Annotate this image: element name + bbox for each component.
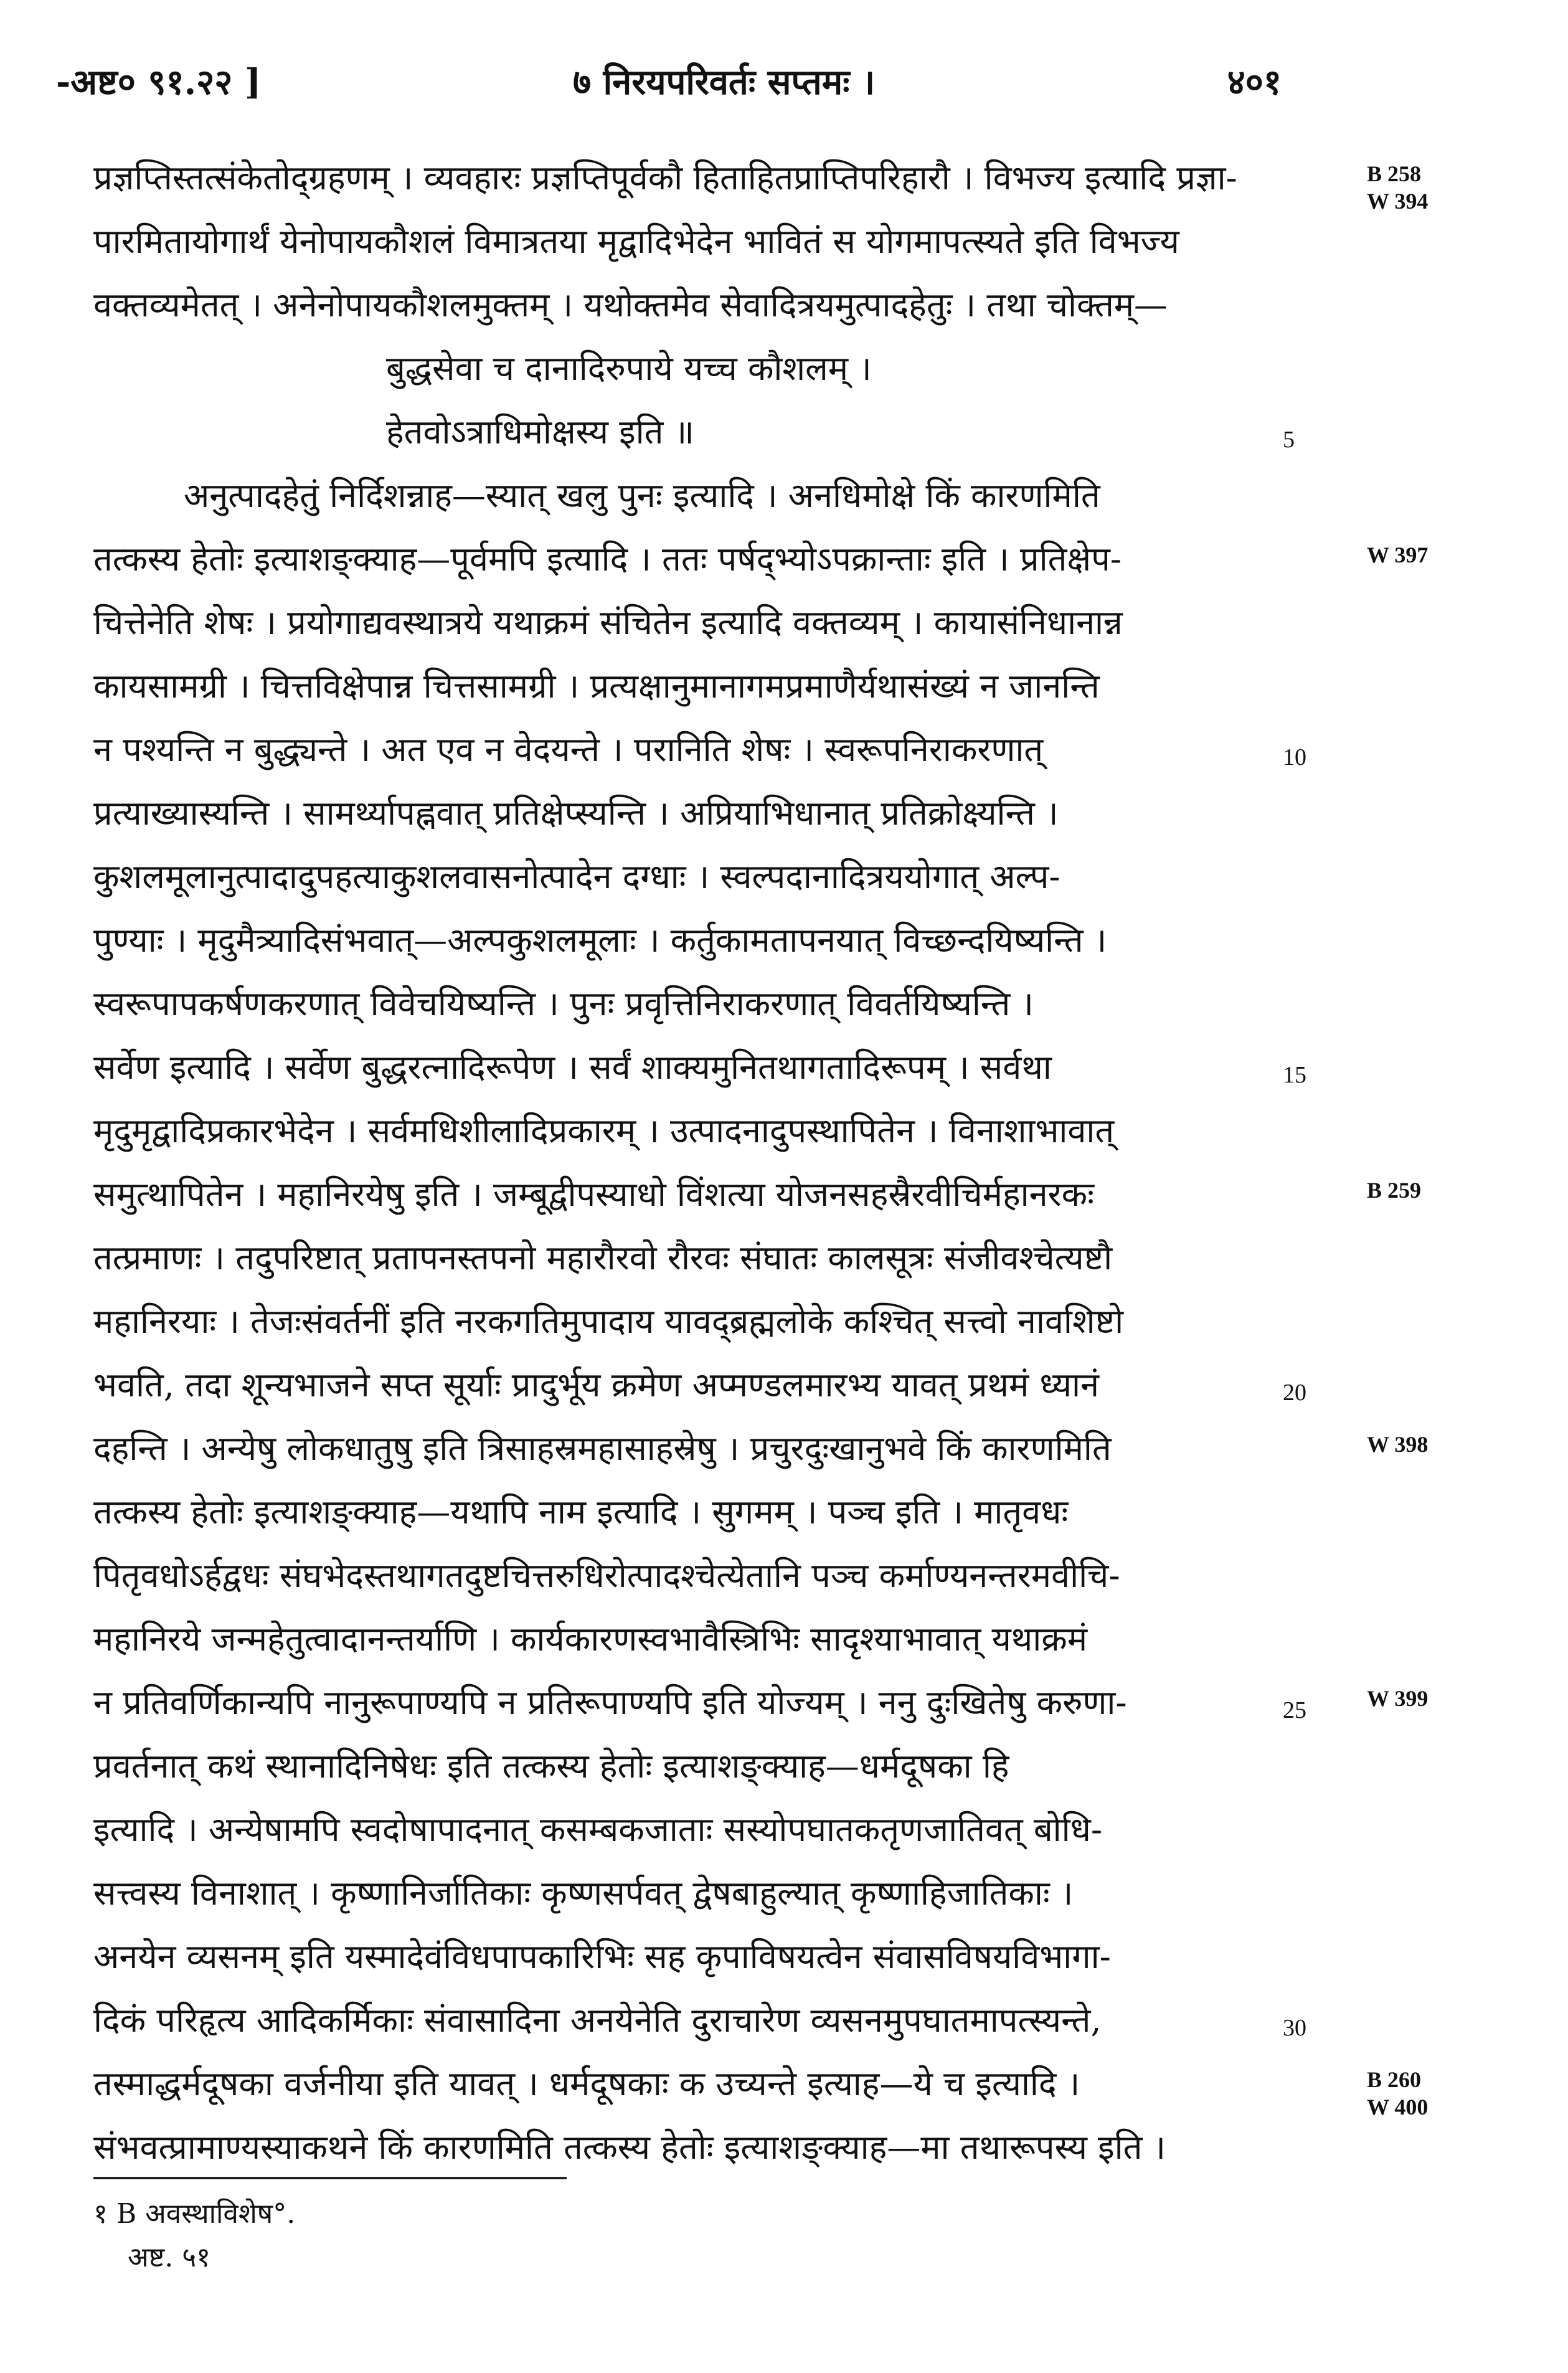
commentary-body: [93, 146, 1339, 2179]
margin-reference: [1367, 1177, 1491, 1204]
text-line: [93, 1163, 1339, 1226]
text-line: [93, 1989, 1339, 2052]
text-line: [93, 400, 1339, 464]
text-line: [93, 782, 1339, 845]
line-text: दहन्ति । अन्येषु लोकधातुषु इति त्रिसाहस्रमहासाहस्रेषु । प्रचुरदुःखानुभवे किं कारणमिति: [93, 1429, 1112, 1468]
page-signature: अष्ट. ५१: [128, 2242, 211, 2273]
text-line: [93, 1671, 1339, 1735]
text-line: [93, 528, 1339, 591]
line-text: प्रज्ञप्तिस्तत्संकेतोद्ग्रहणम् । व्यवहारः प्रज्ञप्तिपूर्वकौ हिताहितप्राप्तिपरिहारौ । विभज्य इत्यादि प्रज्ञा-: [93, 158, 1237, 197]
text-line: [93, 718, 1339, 782]
header-chapter-title: ७ निरयपरिवर्तः सप्तमः ।: [573, 62, 876, 103]
margin-reference: [1367, 160, 1491, 215]
line-text: हेतवोऽत्राधिमोक्षस्य इति ॥: [386, 412, 694, 452]
line-text: इत्यादि । अन्येषामपि स्वदोषापादनात् कसम्बकजाताः सस्योपघातकतृणजातिवत् बोधि-: [93, 1810, 1103, 1849]
line-number: 30: [1283, 2015, 1306, 2041]
line-text: वक्तव्यमेतत् । अनेनोपायकौशलमुक्तम् । यथोक्तमेव सेवादित्रयमुत्पादहेतुः । तथा चोक्तम्—: [93, 285, 1168, 324]
line-text: अनयेन व्यसनम् इति यस्मादेवंविधपापकारिभिः सह कृपाविषयत्वेन संवासविषयविभागा-: [93, 1937, 1111, 1976]
text-line: [93, 909, 1339, 972]
line-text: कुशलमूलानुत्पादादुपहत्याकुशलवासनोत्पादेन दग्धाः । स्वल्पदानादित्रययोगात् अल्प-: [93, 857, 1060, 896]
line-text: स्वरूपापकर्षणकरणात् विवेचयिष्यन्ति । पुनः प्रवृत्तिनिराकरणात् विवर्तयिष्यन्ति ।: [93, 984, 1034, 1023]
line-text: अनुत्पादहेतुं निर्दिशन्नाह—स्यात् खलु पुनः इत्यादि । अनधिमोक्षे किं कारणमिति: [184, 476, 1100, 515]
margin-reference-label: B 260: [1367, 2067, 1422, 2092]
text-line: [93, 972, 1339, 1036]
text-line: [93, 1417, 1339, 1480]
line-text: सर्वेण इत्यादि । सर्वेण बुद्धरत्नादिरूपेण । सर्वं शाक्यमुनितथागतादिरूपम् । सर्वथा: [93, 1048, 1052, 1087]
margin-reference: [1367, 541, 1491, 569]
header-verse-ref: -अष्ट० ९१.२२ ]: [56, 62, 262, 103]
line-text: न प्रतिवर्णिकान्यपि नानुरूपाण्यपि न प्रतिरूपाण्यपि इति योज्यम् । ननु दुःखितेषु करुणा-: [93, 1683, 1127, 1722]
text-line: [93, 1099, 1339, 1163]
line-text: पारमितायोगार्थं येनोपायकौशलं विमात्रतया मृद्वादिभेदेन भावितं स योगमापत्स्यते इति विभज्य: [93, 222, 1179, 261]
line-text: तत्कस्य हेतोः इत्याशङ्क्याह—यथापि नाम इत्यादि । सुगमम् । पञ्च इति । मातृवधः: [93, 1492, 1069, 1532]
text-line: [93, 273, 1339, 337]
line-number: 15: [1283, 1062, 1306, 1088]
margin-reference-label: W 400: [1367, 2095, 1429, 2120]
line-text: प्रवर्तनात् कथं स्थानादिनिषेधः इति तत्कस्य हेतोः इत्याशङ्क्याह—धर्मदूषका हि: [93, 1746, 1009, 1786]
text-line: [93, 2116, 1339, 2179]
text-line: [93, 337, 1339, 400]
line-number: 10: [1283, 744, 1306, 770]
text-line: [93, 1544, 1339, 1608]
margin-reference: [1367, 1685, 1491, 1712]
line-text: कायसामग्री । चित्तविक्षेपान्न चित्तसामग्री । प्रत्यक्षानुमानागमप्रमाणैर्यथासंख्यं न जानन्ति: [93, 666, 1100, 706]
margin-reference-label: W 397: [1367, 542, 1429, 567]
line-text: प्रत्याख्यास्यन्ति । सामर्थ्यापह्नवात् प्रतिक्षेप्स्यन्ति । अप्रियाभिधानात् प्रतिक्रोक्ष्यन्ति ।: [93, 793, 1059, 833]
line-text: समुत्थापितेन । महानिरयेषु इति । जम्बूद्वीपस्याधो विंशत्या योजनसहस्रैरवीचिर्महानरकः: [93, 1175, 1095, 1214]
line-text: तत्कस्य हेतोः इत्याशङ्क्याह—पूर्वमपि इत्यादि । ततः पर्षद्भ्योऽपक्रान्ताः इति । प्रतिक्षेप-: [93, 539, 1122, 579]
line-text: मृदुमृद्वादिप्रकारभेदेन । सर्वमधिशीलादिप्रकारम् । उत्पादनादुपस्थापितेन । विनाशाभावात्: [93, 1111, 1115, 1150]
text-line: [93, 1608, 1339, 1671]
line-text: सत्त्वस्य विनाशात् । कृष्णानिर्जातिकाः कृष्णसर्पवत् द्वेषबाहुल्यात् कृष्णाहिजातिकाः ।: [93, 1873, 1074, 1913]
margin-reference-label: B 258: [1367, 161, 1422, 186]
running-header: [56, 57, 1481, 113]
line-number: 5: [1283, 427, 1295, 453]
text-line: [93, 1735, 1339, 1798]
text-line: [93, 464, 1339, 528]
footnote-rule: [93, 2177, 567, 2179]
margin-reference-label: W 399: [1367, 1686, 1429, 1711]
text-line: [93, 1862, 1339, 1925]
text-line: [93, 210, 1339, 273]
line-text: तत्प्रमाणः । तदुपरिष्टात् प्रतापनस्तपनो महारौरवो रौरवः संघातः कालसूत्रः संजीवश्चेत्यष्टौ: [93, 1238, 1113, 1277]
margin-reference: [1367, 2066, 1491, 2121]
margin-reference: [1367, 1431, 1491, 1458]
footnote: [93, 2192, 295, 2280]
line-text: बुद्धसेवा च दानादिरुपाये यच्च कौशलम् ।: [386, 349, 872, 388]
line-text: पितृवधोऽर्हद्वधः संघभेदस्तथागतदुष्टचित्तरुधिरोत्पादश्चेत्येतानि पञ्च कर्माण्यनन्तरमवीचि-: [93, 1556, 1120, 1595]
line-text: पुण्याः । मृदुमैत्र्यादिसंभवात्—अल्पकुशलमूलाः । कर्तुकामतापनयात् विच्छन्दयिष्यन्ति ।: [93, 921, 1107, 960]
text-line: [93, 1226, 1339, 1290]
line-text: महानिरयाः । तेजःसंवर्तनीं इति नरकगतिमुपादाय यावद्ब्रह्मलोके कश्चित् सत्त्वो नावशिष्टो: [93, 1302, 1124, 1341]
margin-reference-label: B 259: [1367, 1178, 1422, 1203]
header-page-number: ४०१: [1227, 62, 1282, 103]
margin-reference-label: W 394: [1367, 189, 1429, 214]
line-text: तस्माद्धर्मदूषका वर्जनीया इति यावत् । धर्मदूषकाः क उच्यन्ते इत्याह—ये च इत्यादि ।: [93, 2064, 1080, 2103]
text-line: [93, 1480, 1339, 1544]
line-text: महानिरये जन्महेतुत्वादानन्तर्याणि । कार्यकारणस्वभावैस्त्रिभिः सादृश्याभावात् यथाक्रमं: [93, 1619, 1088, 1659]
text-line: [93, 845, 1339, 909]
text-line: [93, 1036, 1339, 1099]
line-text: न पश्यन्ति न बुद्ध्यन्ते । अत एव न वेदयन्ते । परानिति शेषः । स्वरूपनिराकरणात्: [93, 730, 1044, 769]
text-line: [93, 1925, 1339, 1989]
text-line: [93, 146, 1339, 210]
text-line: [93, 1798, 1339, 1862]
line-text: भवति, तदा शून्यभाजने सप्त सूर्याः प्रादुर्भूय क्रमेण अप्मण्डलमारभ्य यावत् प्रथमं ध्यानं: [93, 1365, 1100, 1404]
text-line: [93, 1290, 1339, 1353]
margin-reference-label: W 398: [1367, 1432, 1429, 1457]
text-line: [93, 655, 1339, 718]
footnote-note: १ B अवस्थाविशेष°.: [93, 2198, 296, 2230]
line-number: 25: [1283, 1697, 1306, 1723]
text-line: [93, 2052, 1339, 2116]
line-number: 20: [1283, 1380, 1306, 1406]
text-line: [93, 1353, 1339, 1417]
line-text: चित्तेनेति शेषः । प्रयोगाद्यवस्थात्रये यथाक्रमं संचितेन इत्यादि वक्तव्यम् । कायासंनिधानान्न: [93, 603, 1123, 642]
line-text: संभवत्प्रामाण्यस्याकथने किं कारणमिति तत्कस्य हेतोः इत्याशङ्क्याह—मा तथारूपस्य इति ।: [93, 2128, 1166, 2167]
line-text: दिकं परिहृत्य आदिकर्मिकाः संवासादिना अनयेनेति दुराचारेण व्यसनमुपघातमापत्स्यन्ते,: [93, 2001, 1102, 2040]
text-line: [93, 591, 1339, 655]
